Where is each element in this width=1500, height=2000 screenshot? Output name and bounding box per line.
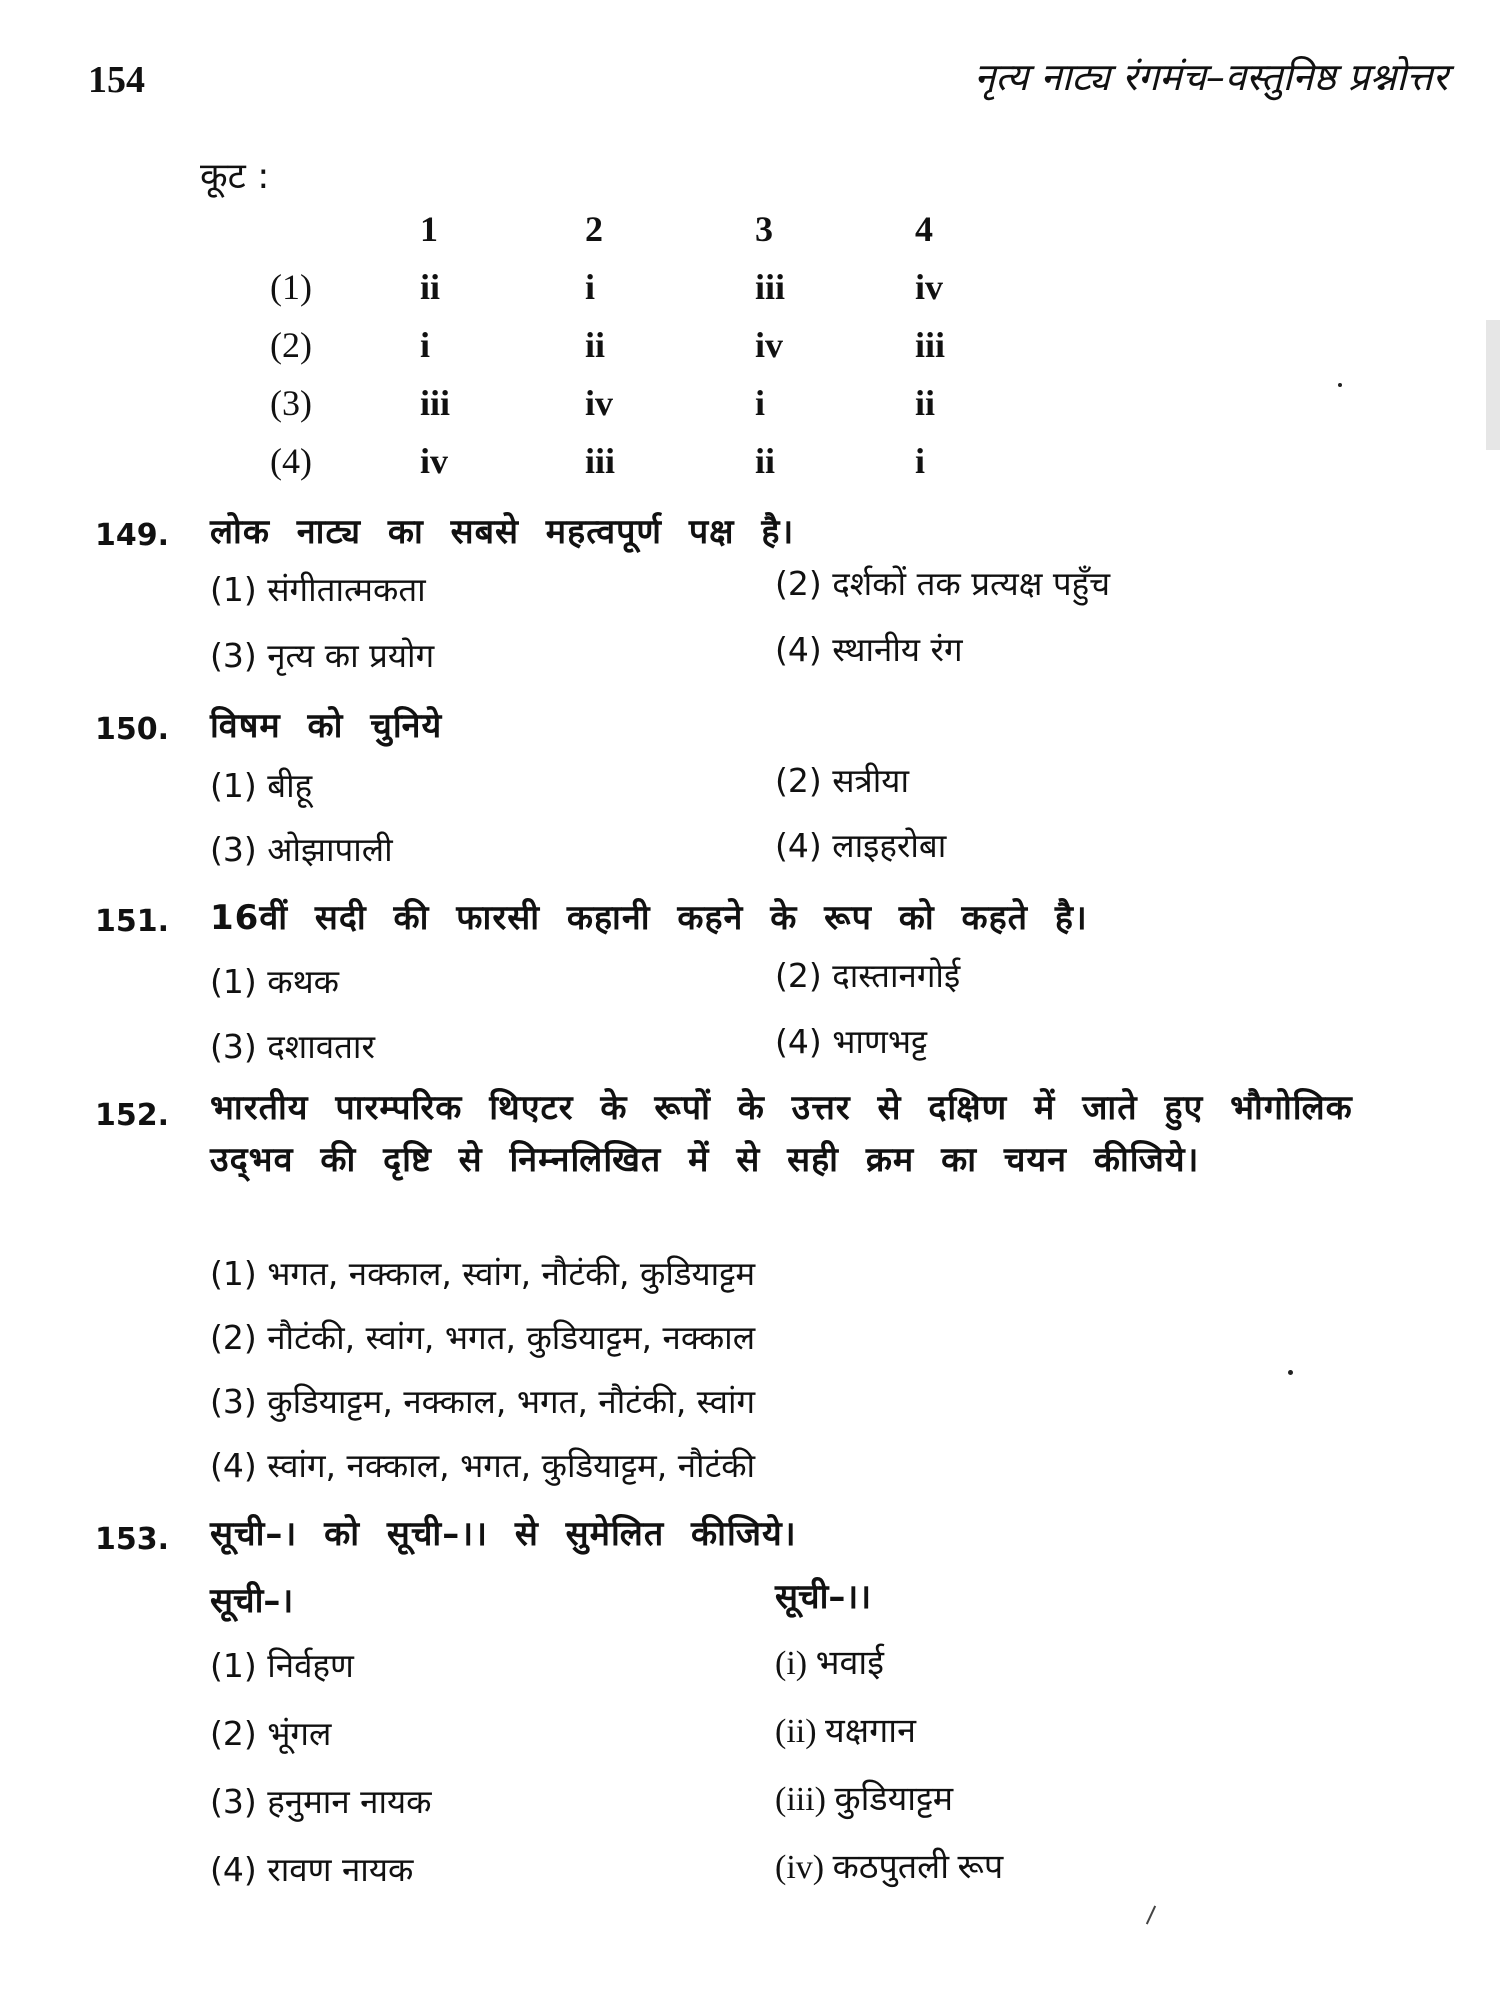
key-cell: ii	[915, 383, 936, 423]
page-number: 154	[88, 59, 145, 101]
key-row	[270, 374, 1035, 432]
question-number: 149.	[95, 518, 170, 553]
key-cell: iii	[585, 441, 616, 481]
option: (1) बीहू	[210, 766, 313, 805]
key-cell: i	[585, 267, 596, 307]
list-1-item: (1) निर्वहण	[210, 1646, 354, 1685]
option: (3) दशावतार	[210, 1027, 375, 1066]
question-text: विषम को चुनिये	[210, 706, 443, 746]
key-cell: iii	[420, 383, 451, 423]
option: (4) लाइहरोबा	[775, 826, 947, 865]
option: (4) स्वांग, नक्काल, भगत, कुडियाट्टम, नौटंकी	[210, 1446, 756, 1485]
option: (2) दास्तानगोई	[775, 956, 961, 995]
list-2-item: (iii) कुडियाट्टम	[775, 1781, 954, 1818]
key-cell: iv	[420, 441, 449, 481]
list-1-item: (4) रावण नायक	[210, 1850, 414, 1889]
list-1-heading: सूची–।	[210, 1581, 294, 1621]
key-cell: i	[915, 441, 926, 481]
list-1-item: (2) भूंगल	[210, 1714, 332, 1753]
list-2-item: (i) भवाई	[775, 1645, 884, 1682]
key-row-label: (3)	[270, 383, 312, 423]
question-text: सूची–। को सूची–।। से सुमेलित कीजिये।	[210, 1514, 797, 1554]
key-cell: iii	[915, 325, 946, 365]
running-title: नृत्य नाट्य रंगमंच–वस्तुनिष्ठ प्रश्नोत्तर	[974, 55, 1448, 99]
option: (1) भगत, नक्काल, स्वांग, नौटंकी, कुडियाट्टम	[210, 1254, 756, 1293]
question-number: 152.	[95, 1098, 170, 1133]
option: (2) दर्शकों तक प्रत्यक्ष पहुँच	[775, 564, 1111, 603]
key-cell: i	[755, 383, 766, 423]
answer-key-table	[270, 200, 1035, 490]
option: (2) सत्रीया	[775, 761, 909, 800]
option: (2) नौटंकी, स्वांग, भगत, कुडियाट्टम, नक्काल	[210, 1318, 756, 1357]
question-text: लोक नाट्य का सबसे महत्वपूर्ण पक्ष है।	[210, 512, 795, 552]
option: (1) कथक	[210, 962, 340, 1001]
key-row-label: (4)	[270, 441, 312, 481]
key-cell: iv	[755, 325, 784, 365]
list-1-item: (3) हनुमान नायक	[210, 1782, 432, 1821]
list-2-heading: सूची–।।	[775, 1577, 872, 1617]
key-column-header: 1	[420, 209, 438, 249]
key-row	[270, 258, 1035, 316]
option: (3) कुडियाट्टम, नक्काल, भगत, नौटंकी, स्वांग	[210, 1382, 756, 1421]
question-text: 16वीं सदी की फारसी कहानी कहने के रूप को कहते है।	[210, 898, 1088, 938]
key-cell: i	[420, 325, 431, 365]
option: (4) स्थानीय रंग	[775, 630, 963, 669]
key-label: कूट :	[200, 156, 270, 197]
scan-speck	[1288, 1370, 1293, 1375]
list-2-item: (iv) कठपुतली रूप	[775, 1849, 1004, 1886]
key-row-label: (2)	[270, 325, 312, 365]
scan-edge-shadow	[1486, 320, 1500, 450]
list-2-item: (ii) यक्षगान	[775, 1713, 916, 1750]
question-text: भारतीय पारम्परिक थिएटर के रूपों के उत्तर से दक्षिण में जाते हुए भौगोलिक उद्‌भव की दृष्टि से निम्नलिखित में से सही क्रम का चयन कीजिये।	[210, 1088, 1353, 1180]
key-row	[270, 432, 1035, 490]
key-column-header: 3	[755, 209, 773, 249]
option: (3) नृत्य का प्रयोग	[210, 636, 435, 675]
key-cell: ii	[585, 325, 606, 365]
question-number: 151.	[95, 904, 170, 939]
key-column-header: 2	[585, 209, 603, 249]
option: (4) भाणभट्ट	[775, 1022, 928, 1061]
key-cell: ii	[755, 441, 776, 481]
scan-speck	[1338, 383, 1342, 387]
key-cell: ii	[420, 267, 441, 307]
question-number: 153.	[95, 1522, 170, 1557]
option: (1) संगीतात्मकता	[210, 570, 426, 609]
question-number: 150.	[95, 712, 170, 747]
key-row	[270, 316, 1035, 374]
key-cell: iv	[585, 383, 614, 423]
key-row-label: (1)	[270, 267, 312, 307]
option: (3) ओझापाली	[210, 830, 393, 869]
key-cell: iv	[915, 267, 944, 307]
scan-scratch	[1146, 1906, 1156, 1925]
key-cell: iii	[755, 267, 786, 307]
key-header-row	[270, 200, 1035, 258]
key-column-header: 4	[915, 209, 933, 249]
